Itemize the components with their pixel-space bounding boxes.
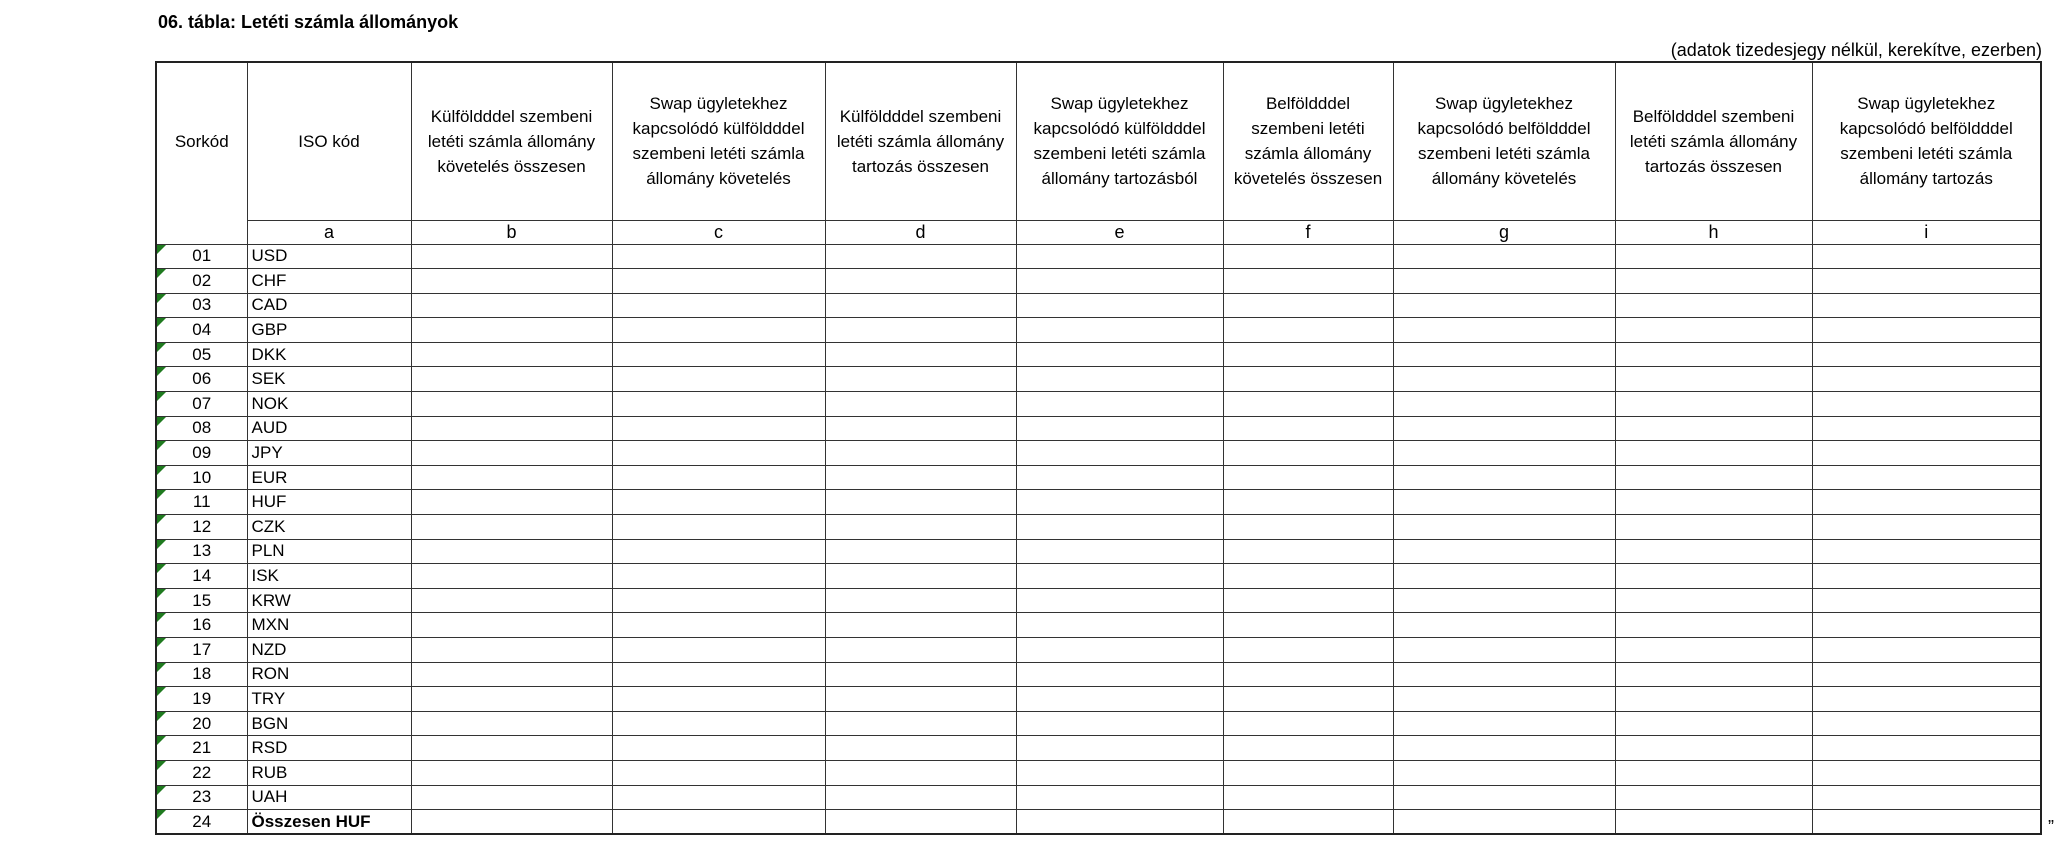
value-cell-i[interactable] [1812,416,2041,441]
value-cell-d[interactable] [825,810,1016,835]
column-header-d: Külföldddel szembeni letéti számla állomány tartozás összesen [825,62,1016,220]
value-cell-d[interactable] [825,711,1016,736]
value-cell-e[interactable] [1016,367,1223,392]
value-cell-d[interactable] [825,638,1016,663]
value-cell-i[interactable] [1812,441,2041,466]
value-cell-i[interactable] [1812,588,2041,613]
value-cell-e[interactable] [1016,760,1223,785]
table-row [156,736,2041,761]
value-cell-i[interactable] [1812,613,2041,638]
value-cell-g[interactable] [1393,588,1615,613]
value-cell-b[interactable] [411,539,612,564]
row-iso-code: CZK [247,515,411,540]
column-letter-f: f [1223,220,1393,244]
value-cell-f[interactable] [1223,613,1393,638]
table-row [156,539,2041,564]
value-cell-b[interactable] [411,638,612,663]
value-cell-i[interactable] [1812,269,2041,294]
value-cell-e[interactable] [1016,687,1223,712]
value-cell-c[interactable] [612,613,825,638]
value-cell-f[interactable] [1223,539,1393,564]
value-cell-d[interactable] [825,785,1016,810]
value-cell-b[interactable] [411,367,612,392]
value-cell-e[interactable] [1016,441,1223,466]
value-cell-f[interactable] [1223,736,1393,761]
value-cell-g[interactable] [1393,465,1615,490]
value-cell-c[interactable] [612,539,825,564]
row-iso-code: TRY [247,687,411,712]
value-cell-i[interactable] [1812,515,2041,540]
value-cell-g[interactable] [1393,711,1615,736]
units-note: (adatok tizedesjegy nélkül, kerekítve, ezerben) [1670,40,2042,60]
value-cell-i[interactable] [1812,687,2041,712]
value-cell-e[interactable] [1016,613,1223,638]
value-cell-h[interactable] [1615,515,1812,540]
table-row [156,465,2041,490]
value-cell-c[interactable] [612,244,825,269]
value-cell-g[interactable] [1393,613,1615,638]
table-row [156,342,2041,367]
deposit-account-table [155,61,2042,835]
table-title: 06. tábla: Letéti számla állományok [158,12,459,32]
value-cell-g[interactable] [1393,392,1615,417]
table-row [156,490,2041,515]
value-cell-b[interactable] [411,465,612,490]
value-cell-e[interactable] [1016,588,1223,613]
value-cell-c[interactable] [612,662,825,687]
value-cell-g[interactable] [1393,490,1615,515]
column-header-b: Külföldddel szembeni letéti számla állomány követelés összesen [411,62,612,220]
value-cell-d[interactable] [825,367,1016,392]
row-iso-code: Összesen HUF [247,810,411,835]
column-letter-h: h [1615,220,1812,244]
row-iso-code: AUD [247,416,411,441]
value-cell-i[interactable] [1812,342,2041,367]
value-cell-e[interactable] [1016,785,1223,810]
value-cell-b[interactable] [411,244,612,269]
value-cell-f[interactable] [1223,465,1393,490]
row-code: 23 [156,785,247,810]
value-cell-i[interactable] [1812,244,2041,269]
value-cell-e[interactable] [1016,342,1223,367]
row-code: 04 [156,318,247,343]
column-header-sorkod: Sorkód [156,62,247,220]
value-cell-e[interactable] [1016,244,1223,269]
value-cell-b[interactable] [411,760,612,785]
value-cell-i[interactable] [1812,785,2041,810]
value-cell-h[interactable] [1615,244,1812,269]
value-cell-b[interactable] [411,785,612,810]
value-cell-h[interactable] [1615,588,1812,613]
value-cell-g[interactable] [1393,318,1615,343]
value-cell-i[interactable] [1812,662,2041,687]
value-cell-f[interactable] [1223,441,1393,466]
value-cell-i[interactable] [1812,638,2041,663]
value-cell-b[interactable] [411,662,612,687]
table-row [156,367,2041,392]
value-cell-b[interactable] [411,490,612,515]
value-cell-e[interactable] [1016,416,1223,441]
row-code: 13 [156,539,247,564]
value-cell-c[interactable] [612,367,825,392]
value-cell-c[interactable] [612,515,825,540]
table-row [156,662,2041,687]
value-cell-c[interactable] [612,687,825,712]
row-iso-code: USD [247,244,411,269]
value-cell-i[interactable] [1812,392,2041,417]
value-cell-g[interactable] [1393,810,1615,835]
value-cell-g[interactable] [1393,785,1615,810]
value-cell-f[interactable] [1223,244,1393,269]
header-row [156,62,2041,220]
value-cell-h[interactable] [1615,711,1812,736]
value-cell-h[interactable] [1615,613,1812,638]
value-cell-c[interactable] [612,760,825,785]
table-row [156,588,2041,613]
value-cell-c[interactable] [612,564,825,589]
row-code: 12 [156,515,247,540]
table-row [156,392,2041,417]
value-cell-h[interactable] [1615,392,1812,417]
row-code: 17 [156,638,247,663]
value-cell-i[interactable] [1812,490,2041,515]
value-cell-c[interactable] [612,269,825,294]
row-code: 16 [156,613,247,638]
value-cell-d[interactable] [825,465,1016,490]
value-cell-e[interactable] [1016,515,1223,540]
value-cell-d[interactable] [825,613,1016,638]
value-cell-f[interactable] [1223,293,1393,318]
table-row [156,416,2041,441]
column-letter-row [156,220,2041,244]
value-cell-f[interactable] [1223,810,1393,835]
value-cell-c[interactable] [612,318,825,343]
row-code: 05 [156,342,247,367]
value-cell-h[interactable] [1615,539,1812,564]
value-cell-h[interactable] [1615,318,1812,343]
row-iso-code: JPY [247,441,411,466]
value-cell-f[interactable] [1223,662,1393,687]
value-cell-b[interactable] [411,392,612,417]
value-cell-d[interactable] [825,441,1016,466]
value-cell-c[interactable] [612,810,825,835]
value-cell-c[interactable] [612,736,825,761]
table-row [156,293,2041,318]
value-cell-h[interactable] [1615,810,1812,835]
row-code: 18 [156,662,247,687]
column-letter-e: e [1016,220,1223,244]
column-letter-g: g [1393,220,1615,244]
value-cell-i[interactable] [1812,736,2041,761]
value-cell-h[interactable] [1615,367,1812,392]
value-cell-e[interactable] [1016,810,1223,835]
value-cell-d[interactable] [825,269,1016,294]
table-row [156,613,2041,638]
row-code: 09 [156,441,247,466]
value-cell-b[interactable] [411,810,612,835]
value-cell-h[interactable] [1615,465,1812,490]
value-cell-i[interactable] [1812,810,2041,835]
row-iso-code: UAH [247,785,411,810]
value-cell-e[interactable] [1016,392,1223,417]
row-code: 08 [156,416,247,441]
table-row [156,441,2041,466]
value-cell-e[interactable] [1016,269,1223,294]
column-header-iso: ISO kód [247,62,411,220]
value-cell-c[interactable] [612,490,825,515]
value-cell-b[interactable] [411,342,612,367]
row-iso-code: ISK [247,564,411,589]
value-cell-b[interactable] [411,441,612,466]
value-cell-i[interactable] [1812,564,2041,589]
value-cell-g[interactable] [1393,662,1615,687]
column-header-f: Belföldddel szembeni letéti számla állomány követelés összesen [1223,62,1393,220]
value-cell-c[interactable] [612,441,825,466]
value-cell-h[interactable] [1615,342,1812,367]
row-code: 22 [156,760,247,785]
value-cell-c[interactable] [612,785,825,810]
value-cell-d[interactable] [825,244,1016,269]
value-cell-h[interactable] [1615,662,1812,687]
value-cell-c[interactable] [612,711,825,736]
value-cell-c[interactable] [612,465,825,490]
row-iso-code: NOK [247,392,411,417]
value-cell-h[interactable] [1615,638,1812,663]
value-cell-c[interactable] [612,638,825,663]
column-header-g: Swap ügyletekhez kapcsolódó belföldddel szembeni letéti számla állomány követelés [1393,62,1615,220]
value-cell-f[interactable] [1223,392,1393,417]
row-iso-code: BGN [247,711,411,736]
value-cell-g[interactable] [1393,244,1615,269]
row-iso-code: GBP [247,318,411,343]
value-cell-b[interactable] [411,416,612,441]
row-iso-code: DKK [247,342,411,367]
value-cell-f[interactable] [1223,711,1393,736]
value-cell-b[interactable] [411,318,612,343]
value-cell-g[interactable] [1393,564,1615,589]
column-letter-blank [156,220,247,244]
row-iso-code: RSD [247,736,411,761]
row-code: 06 [156,367,247,392]
value-cell-g[interactable] [1393,367,1615,392]
value-cell-d[interactable] [825,515,1016,540]
row-iso-code: SEK [247,367,411,392]
row-code: 10 [156,465,247,490]
table-row [156,785,2041,810]
value-cell-e[interactable] [1016,293,1223,318]
value-cell-d[interactable] [825,318,1016,343]
value-cell-b[interactable] [411,711,612,736]
value-cell-b[interactable] [411,269,612,294]
value-cell-f[interactable] [1223,342,1393,367]
table-row [156,638,2041,663]
value-cell-g[interactable] [1393,269,1615,294]
value-cell-f[interactable] [1223,638,1393,663]
value-cell-h[interactable] [1615,564,1812,589]
value-cell-d[interactable] [825,736,1016,761]
table-row [156,269,2041,294]
value-cell-g[interactable] [1393,539,1615,564]
value-cell-f[interactable] [1223,760,1393,785]
row-iso-code: CAD [247,293,411,318]
column-letter-d: d [825,220,1016,244]
row-code: 07 [156,392,247,417]
value-cell-f[interactable] [1223,490,1393,515]
value-cell-b[interactable] [411,293,612,318]
row-code: 24 [156,810,247,835]
table-row [156,760,2041,785]
value-cell-d[interactable] [825,539,1016,564]
table-row [156,564,2041,589]
row-code: 15 [156,588,247,613]
value-cell-f[interactable] [1223,318,1393,343]
value-cell-d[interactable] [825,760,1016,785]
value-cell-d[interactable] [825,687,1016,712]
value-cell-d[interactable] [825,293,1016,318]
value-cell-f[interactable] [1223,515,1393,540]
value-cell-f[interactable] [1223,588,1393,613]
column-header-h: Belföldddel szembeni letéti számla állomány tartozás összesen [1615,62,1812,220]
value-cell-h[interactable] [1615,490,1812,515]
value-cell-h[interactable] [1615,416,1812,441]
row-code: 21 [156,736,247,761]
value-cell-b[interactable] [411,515,612,540]
value-cell-g[interactable] [1393,638,1615,663]
value-cell-h[interactable] [1615,760,1812,785]
row-iso-code: HUF [247,490,411,515]
row-iso-code: RON [247,662,411,687]
value-cell-i[interactable] [1812,465,2041,490]
row-code: 02 [156,269,247,294]
value-cell-f[interactable] [1223,269,1393,294]
table-row [156,318,2041,343]
table-row [156,711,2041,736]
value-cell-b[interactable] [411,687,612,712]
column-header-e: Swap ügyletekhez kapcsolódó külföldddel szembeni letéti számla állomány tartozásból [1016,62,1223,220]
value-cell-f[interactable] [1223,416,1393,441]
value-cell-g[interactable] [1393,736,1615,761]
value-cell-e[interactable] [1016,736,1223,761]
value-cell-i[interactable] [1812,293,2041,318]
value-cell-e[interactable] [1016,539,1223,564]
row-code: 11 [156,490,247,515]
value-cell-g[interactable] [1393,760,1615,785]
row-iso-code: RUB [247,760,411,785]
value-cell-i[interactable] [1812,318,2041,343]
table-row [156,687,2041,712]
value-cell-g[interactable] [1393,687,1615,712]
value-cell-e[interactable] [1016,490,1223,515]
value-cell-e[interactable] [1016,318,1223,343]
value-cell-i[interactable] [1812,760,2041,785]
value-cell-i[interactable] [1812,539,2041,564]
column-header-i: Swap ügyletekhez kapcsolódó belföldddel szembeni letéti számla állomány tartozás [1812,62,2041,220]
value-cell-d[interactable] [825,416,1016,441]
table-row-total [156,810,2041,835]
value-cell-f[interactable] [1223,367,1393,392]
value-cell-b[interactable] [411,736,612,761]
value-cell-f[interactable] [1223,687,1393,712]
value-cell-c[interactable] [612,342,825,367]
value-cell-c[interactable] [612,416,825,441]
value-cell-h[interactable] [1615,293,1812,318]
value-cell-g[interactable] [1393,515,1615,540]
value-cell-e[interactable] [1016,711,1223,736]
value-cell-e[interactable] [1016,662,1223,687]
column-letter-c: c [612,220,825,244]
table-row [156,515,2041,540]
row-code: 19 [156,687,247,712]
column-letter-i: i [1812,220,2041,244]
row-iso-code: PLN [247,539,411,564]
value-cell-h[interactable] [1615,736,1812,761]
value-cell-g[interactable] [1393,441,1615,466]
value-cell-d[interactable] [825,342,1016,367]
value-cell-g[interactable] [1393,416,1615,441]
value-cell-d[interactable] [825,662,1016,687]
value-cell-i[interactable] [1812,367,2041,392]
value-cell-c[interactable] [612,588,825,613]
row-iso-code: NZD [247,638,411,663]
row-iso-code: MXN [247,613,411,638]
value-cell-h[interactable] [1615,785,1812,810]
table-row [156,244,2041,269]
value-cell-h[interactable] [1615,687,1812,712]
value-cell-b[interactable] [411,613,612,638]
value-cell-i[interactable] [1812,711,2041,736]
row-iso-code: CHF [247,269,411,294]
value-cell-d[interactable] [825,392,1016,417]
column-letter-a: a [247,220,411,244]
value-cell-d[interactable] [825,564,1016,589]
value-cell-h[interactable] [1615,269,1812,294]
value-cell-e[interactable] [1016,564,1223,589]
value-cell-g[interactable] [1393,342,1615,367]
row-code: 03 [156,293,247,318]
value-cell-f[interactable] [1223,785,1393,810]
value-cell-c[interactable] [612,293,825,318]
row-iso-code: KRW [247,588,411,613]
value-cell-d[interactable] [825,588,1016,613]
table-body [156,244,2041,834]
row-code: 01 [156,244,247,269]
value-cell-g[interactable] [1393,293,1615,318]
column-header-c: Swap ügyletekhez kapcsolódó külföldddel szembeni letéti számla állomány követelés [612,62,825,220]
row-code: 20 [156,711,247,736]
value-cell-b[interactable] [411,588,612,613]
value-cell-c[interactable] [612,392,825,417]
column-letter-b: b [411,220,612,244]
closing-quote: ” [2048,817,2054,837]
value-cell-f[interactable] [1223,564,1393,589]
value-cell-e[interactable] [1016,465,1223,490]
value-cell-e[interactable] [1016,638,1223,663]
value-cell-h[interactable] [1615,441,1812,466]
row-code: 14 [156,564,247,589]
value-cell-d[interactable] [825,490,1016,515]
value-cell-b[interactable] [411,564,612,589]
row-iso-code: EUR [247,465,411,490]
